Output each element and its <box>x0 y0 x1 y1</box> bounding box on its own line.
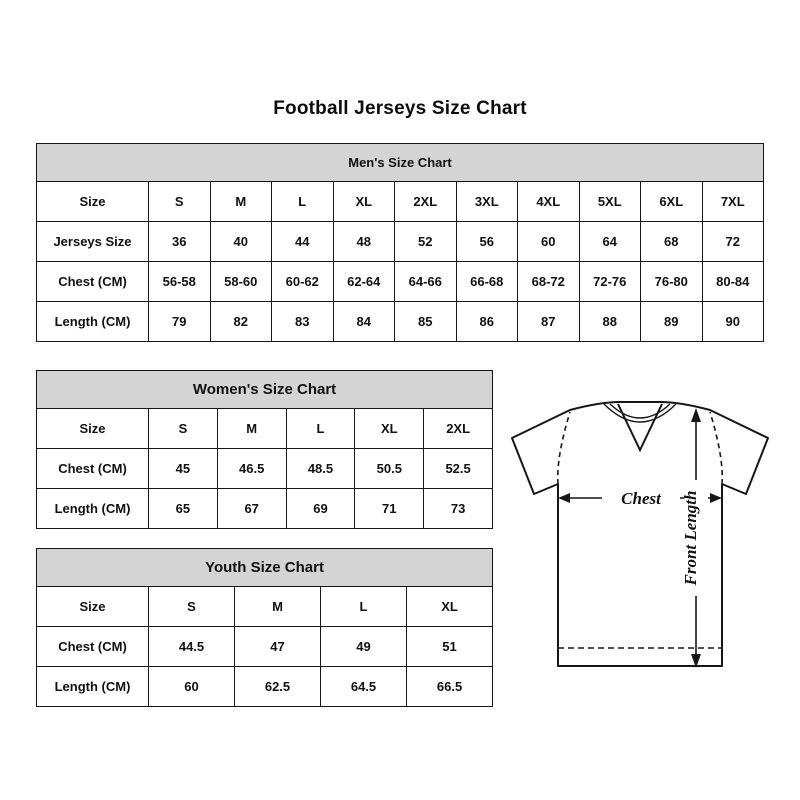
cell: 58-60 <box>210 262 272 302</box>
cell: 85 <box>395 302 457 342</box>
cell: 44 <box>272 222 334 262</box>
table-row <box>37 262 764 302</box>
cell: 71 <box>355 489 424 529</box>
cell: 72-76 <box>579 262 641 302</box>
mens-table-caption: Men's Size Chart <box>37 144 764 182</box>
cell: 44.5 <box>149 627 235 667</box>
mens-size-3xl: 3XL <box>456 182 518 222</box>
mens-size-l: L <box>272 182 334 222</box>
table-row <box>37 409 493 449</box>
cell: 65 <box>149 489 218 529</box>
cell: 56-58 <box>149 262 211 302</box>
cell: 45 <box>149 449 218 489</box>
cell: 46.5 <box>217 449 286 489</box>
cell: 60 <box>518 222 580 262</box>
page-title: Football Jerseys Size Chart <box>273 98 527 119</box>
table-row <box>37 489 493 529</box>
womens-size-chart <box>36 370 493 529</box>
table-row <box>37 302 764 342</box>
womens-size-l: L <box>286 409 355 449</box>
cell: 86 <box>456 302 518 342</box>
womens-size-2xl: 2XL <box>424 409 493 449</box>
table-row <box>37 222 764 262</box>
cell: 69 <box>286 489 355 529</box>
cell: 80-84 <box>702 262 764 302</box>
mens-size-5xl: 5XL <box>579 182 641 222</box>
mens-header-label: Size <box>37 182 149 222</box>
womens-size-table <box>36 370 493 529</box>
table-row <box>37 627 493 667</box>
cell: 72 <box>702 222 764 262</box>
mens-row-label-chest: Chest (CM) <box>37 262 149 302</box>
cell: 40 <box>210 222 272 262</box>
youth-row-label-chest: Chest (CM) <box>37 627 149 667</box>
womens-row-label-chest: Chest (CM) <box>37 449 149 489</box>
cell: 90 <box>702 302 764 342</box>
youth-row-label-length: Length (CM) <box>37 667 149 707</box>
cell: 68 <box>641 222 703 262</box>
womens-header-label: Size <box>37 409 149 449</box>
jersey-measurement-diagram <box>500 398 780 698</box>
youth-size-xl: XL <box>407 587 493 627</box>
table-row <box>37 182 764 222</box>
cell: 62-64 <box>333 262 395 302</box>
cell: 36 <box>149 222 211 262</box>
cell: 64-66 <box>395 262 457 302</box>
cell: 49 <box>321 627 407 667</box>
womens-size-s: S <box>149 409 218 449</box>
cell: 50.5 <box>355 449 424 489</box>
cell: 68-72 <box>518 262 580 302</box>
mens-size-2xl: 2XL <box>395 182 457 222</box>
cell: 52 <box>395 222 457 262</box>
cell: 73 <box>424 489 493 529</box>
cell: 64 <box>579 222 641 262</box>
mens-size-6xl: 6XL <box>641 182 703 222</box>
cell: 66.5 <box>407 667 493 707</box>
mens-size-chart <box>36 143 764 342</box>
table-caption-row <box>37 549 493 587</box>
cell: 56 <box>456 222 518 262</box>
table-caption-row <box>37 144 764 182</box>
mens-size-7xl: 7XL <box>702 182 764 222</box>
cell: 51 <box>407 627 493 667</box>
jersey-outline <box>512 402 768 666</box>
youth-size-chart <box>36 548 493 707</box>
youth-size-table <box>36 548 493 707</box>
womens-table-caption: Women's Size Chart <box>37 371 493 409</box>
mens-row-label-jerseys-size: Jerseys Size <box>37 222 149 262</box>
cell: 52.5 <box>424 449 493 489</box>
youth-header-label: Size <box>37 587 149 627</box>
cell: 60 <box>149 667 235 707</box>
cell: 47 <box>235 627 321 667</box>
mens-size-4xl: 4XL <box>518 182 580 222</box>
youth-size-m: M <box>235 587 321 627</box>
youth-table-caption: Youth Size Chart <box>37 549 493 587</box>
cell: 87 <box>518 302 580 342</box>
mens-row-label-length: Length (CM) <box>37 302 149 342</box>
cell: 84 <box>333 302 395 342</box>
womens-row-label-length: Length (CM) <box>37 489 149 529</box>
table-row <box>37 667 493 707</box>
cell: 67 <box>217 489 286 529</box>
mens-size-xl: XL <box>333 182 395 222</box>
chest-label: Chest <box>621 489 661 508</box>
cell: 60-62 <box>272 262 334 302</box>
cell: 79 <box>149 302 211 342</box>
cell: 76-80 <box>641 262 703 302</box>
cell: 48.5 <box>286 449 355 489</box>
cell: 62.5 <box>235 667 321 707</box>
table-row <box>37 449 493 489</box>
womens-size-xl: XL <box>355 409 424 449</box>
cell: 82 <box>210 302 272 342</box>
cell: 83 <box>272 302 334 342</box>
cell: 66-68 <box>456 262 518 302</box>
youth-size-s: S <box>149 587 235 627</box>
cell: 64.5 <box>321 667 407 707</box>
womens-size-m: M <box>217 409 286 449</box>
cell: 48 <box>333 222 395 262</box>
cell: 88 <box>579 302 641 342</box>
mens-size-s: S <box>149 182 211 222</box>
cell: 89 <box>641 302 703 342</box>
youth-size-l: L <box>321 587 407 627</box>
front-length-label: Front Length <box>681 490 700 586</box>
mens-size-m: M <box>210 182 272 222</box>
table-caption-row <box>37 371 493 409</box>
table-row <box>37 587 493 627</box>
mens-size-table <box>36 143 764 342</box>
